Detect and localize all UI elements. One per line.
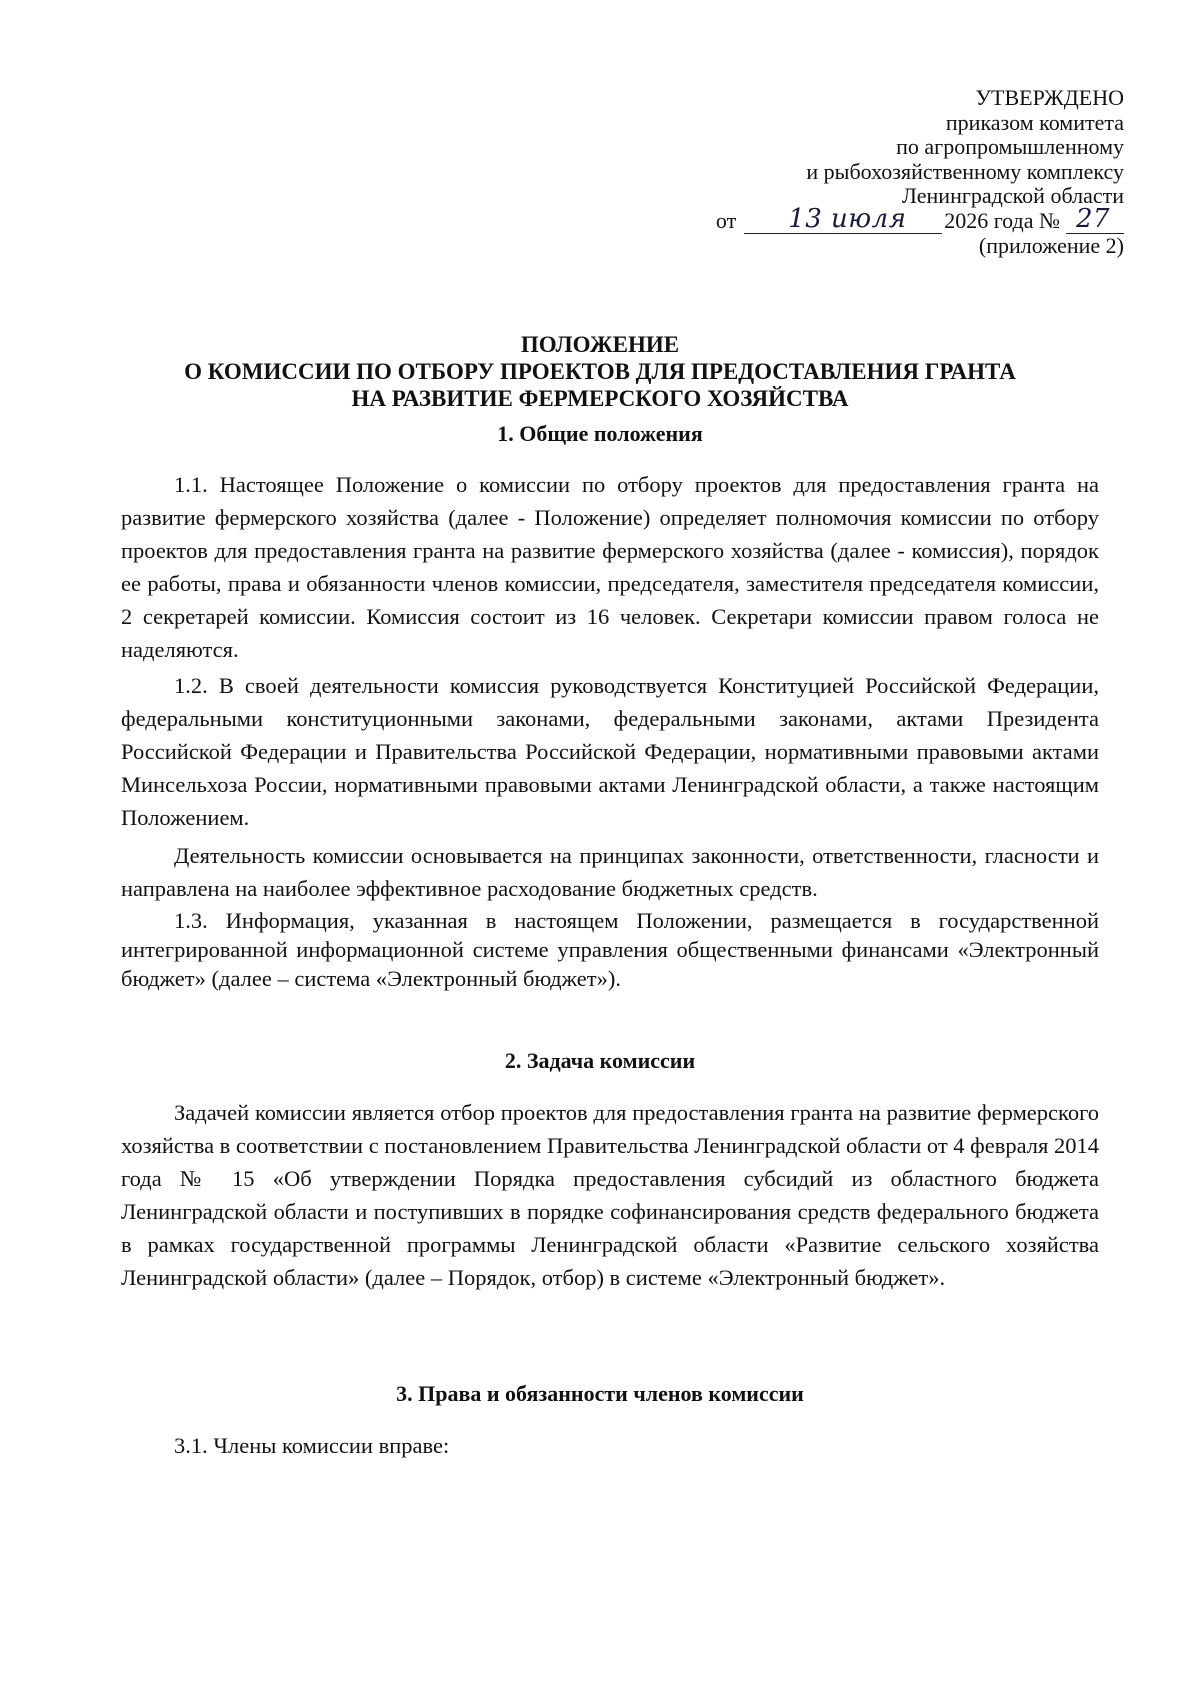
document-title <box>100 331 1100 412</box>
appendix-label: (приложение 2) <box>978 232 1124 258</box>
approval-block <box>564 86 1124 258</box>
title-line: НА РАЗВИТИЕ ФЕРМЕРСКОГО ХОЗЯЙСТВА <box>351 386 849 411</box>
approval-line: приказом комитета <box>945 109 1124 135</box>
handwritten-date: 13 июля <box>788 204 907 234</box>
paragraph: Деятельность комиссии основывается на принципах законности, ответственности, гласности и направлена на наиболее эффективное расходование бюджетных средств. <box>121 843 1099 901</box>
section-heading: 2. Задача комиссии <box>504 1048 696 1073</box>
section-heading: 1. Общие положения <box>497 421 703 446</box>
approval-line: по агропромышленному <box>896 134 1124 159</box>
paragraph: 1.1. Настоящее Положение о комиссии по отбору проектов для предоставления гранта на развитие фермерского хозяйства (далее - Положение) определяет полномочия комиссии по отбору проектов для предоставления гранта на развитие фермерского хозяйства (далее - комиссия), порядок ее работы, права и обязанности членов комиссии, председателя, заместителя председателя комиссии, 2 секретарей комиссии. Комиссия состоит из 16 человек. Секретари комиссии правом голоса не наделяются. <box>121 472 1099 662</box>
number-field <box>1066 204 1124 234</box>
handwritten-number: 27 <box>1076 204 1111 234</box>
date-field <box>744 204 942 234</box>
paragraph: 1.2. В своей деятельности комиссия руководствуется Конституцией Российской Федерации, федеральными конституционными законами, федеральными законами, актами Президента Российской Федерации и Правительства Российской Федерации, нормативными правовыми актами Минсельхоза России, нормативными правовыми актами Ленинградской области, а также настоящим Положением. <box>121 673 1099 830</box>
date-prefix: от <box>715 208 737 233</box>
title-line: ПОЛОЖЕНИЕ <box>520 332 680 357</box>
approval-line: Ленинградской области <box>902 183 1124 208</box>
paragraph: 1.3. Информация, указанная в настоящем Положении, размещается в государственной интегрированной информационной системе управления общественными финансами «Электронный бюджет» (далее – система «Электронный бюджет»). <box>121 908 1099 991</box>
approval-date-line <box>564 204 1124 234</box>
approval-heading: УТВЕРЖДЕНО <box>975 85 1124 110</box>
paragraph: Задачей комиссии является отбор проектов для предоставления гранта на развитие фермерского хозяйства в соответствии с постановлением Правительства Ленинградской области от 4 февраля 2014 года № 15 «Об утверждении Порядка предоставления субсидий из областного бюджета Ленинградской области и поступивших в порядке софинансирования средств федерального бюджета в рамках государственной программы Ленинградской области «Развитие сельского хозяйства Ленинградской области» (далее – Порядок, отбор) в системе «Электронный бюджет». <box>121 1100 1099 1290</box>
paragraph: 3.1. Члены комиссии вправе: <box>174 1433 450 1458</box>
section-heading: 3. Права и обязанности членов комиссии <box>396 1381 804 1406</box>
title-line: О КОМИССИИ ПО ОТБОРУ ПРОЕКТОВ ДЛЯ ПРЕДОСТАВЛЕНИЯ ГРАНТА <box>184 359 1016 384</box>
year-text: 2026 года № <box>944 208 1060 233</box>
approval-line: и рыбохозяйственному комплексу <box>806 158 1124 184</box>
